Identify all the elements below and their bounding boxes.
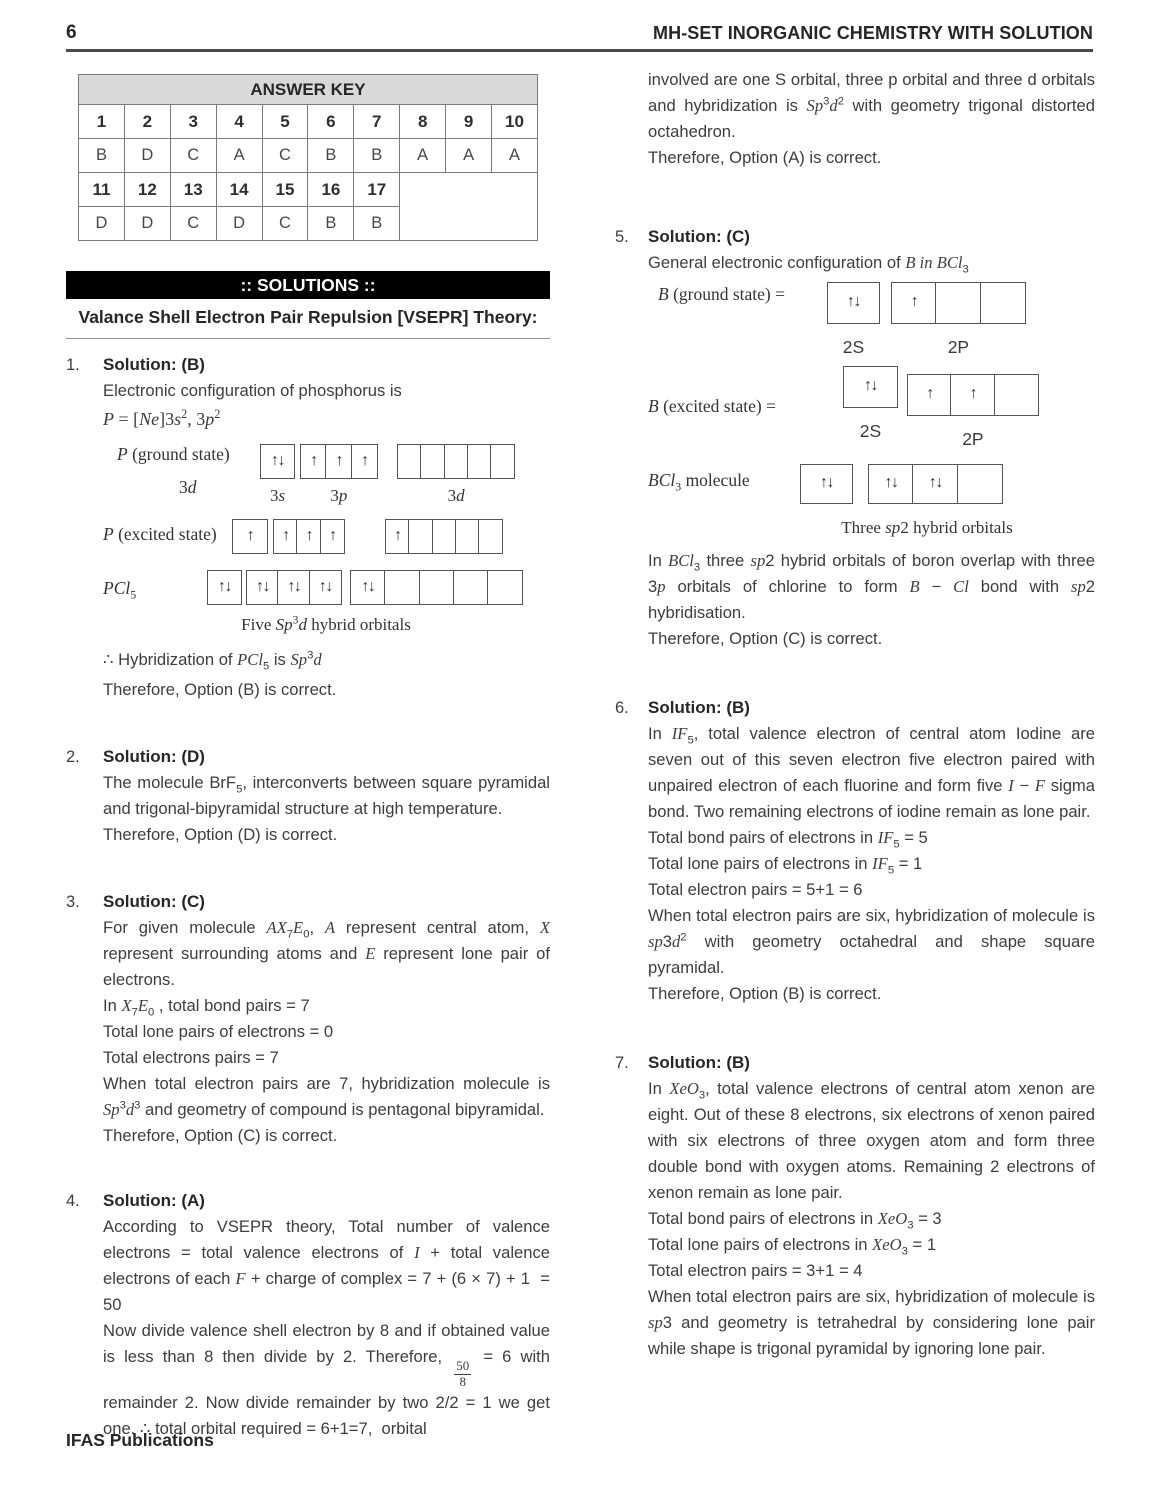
- paragraph: Total electron pairs = 5+1 = 6: [648, 880, 863, 899]
- orbital-row-label: PCl$_5$: [103, 578, 137, 602]
- math-line: $P = [Ne]3s^2$, $3p^2$: [103, 407, 221, 429]
- orbital-box: [419, 570, 455, 605]
- page-columns: [66, 64, 1159, 1442]
- orbital-group: [350, 570, 524, 605]
- orbital-group: [207, 570, 242, 605]
- orbital-box: ↑: [320, 519, 345, 554]
- question-number: 17: [354, 173, 400, 207]
- answer-cell: A: [492, 139, 538, 173]
- answer-cell: D: [216, 207, 262, 241]
- orbital-group: [907, 374, 1039, 450]
- paragraph: When total electron pairs are 7, hybridization molecule is $Sp^3d^3$ and geometry of compound is pentagonal bipyramidal.: [103, 1074, 550, 1119]
- solution-item: [615, 698, 1095, 1007]
- solution-number: 3.: [66, 893, 80, 911]
- orbital-group-label: 2S: [842, 337, 865, 357]
- paragraph: Total bond pairs of electrons in $IF_5 = 5$: [648, 828, 928, 851]
- orbital-box: [453, 570, 489, 605]
- answer-cell: A: [400, 139, 446, 173]
- solution-heading: Solution: (C): [103, 892, 205, 911]
- orbital-row-label: BCl$_3$ molecule: [648, 470, 750, 494]
- orbital-group-label: 3s: [269, 486, 286, 505]
- paragraph: When total electron pairs are six, hybridization of molecule is $sp3d^2$ with geometry octahedral and shape square pyramidal.: [648, 906, 1095, 977]
- question-number: 10: [492, 105, 538, 139]
- solution-number: 5.: [615, 228, 629, 246]
- orbital-row-label: B (ground state) =: [658, 284, 785, 304]
- orbital-box: ↑↓: [912, 464, 958, 504]
- paragraph: ∴ Hybridization of PCl$_5$ is Sp$^3$d: [103, 649, 322, 673]
- answer-key-title: ANSWER KEY: [79, 75, 538, 105]
- answer-cell: D: [79, 207, 125, 241]
- orbital-box: ↑: [891, 282, 937, 324]
- paragraph: The molecule BrF$_5$, interconverts between square pyramidal and trigonal-bipyramidal structure at high temperature.: [103, 773, 550, 818]
- solution-number: [615, 67, 648, 68]
- right-column: [615, 64, 1095, 1362]
- solution-item: [66, 355, 550, 703]
- answer-cell: C: [170, 207, 216, 241]
- orbital-box: [384, 570, 420, 605]
- orbital-box: [420, 444, 445, 479]
- solution-item: [615, 227, 1095, 652]
- orbital-diagram-row: [103, 444, 550, 506]
- paragraph: According to VSEPR theory, Total number of valence electrons = total valence electrons of I + total valence electrons of each F + charge of complex = 7 + (6 × 7) + 1 = 50: [103, 1217, 550, 1314]
- paragraph: In BCl$_3$ three sp2 hybrid orbitals of boron overlap with three 3p orbitals of chlorine to form B − Cl bond with sp2 hybridisation.: [648, 551, 1095, 622]
- orbital-group-label: 2P: [947, 337, 970, 357]
- orbital-group: [800, 464, 853, 504]
- paragraph: Total lone pairs of electrons in $IF_5 = 1$: [648, 854, 923, 877]
- question-number: 14: [216, 173, 262, 207]
- orbital-group: [827, 282, 880, 358]
- page-header: [66, 0, 1093, 52]
- paragraph: Total bond pairs of electrons in XeO$_3$ = 3: [648, 1209, 942, 1232]
- question-number: 3: [170, 105, 216, 139]
- question-number: 6: [308, 105, 354, 139]
- question-number: 9: [446, 105, 492, 139]
- orbital-group: [397, 444, 516, 506]
- solution-item: [66, 747, 550, 848]
- orbital-diagram-row: [648, 464, 1095, 504]
- page-number: 6: [66, 22, 77, 43]
- orbital-box: [397, 444, 422, 479]
- orbital-box: ↑↓: [843, 366, 898, 408]
- page-title: MH-SET INORGANIC CHEMISTRY WITH SOLUTION: [653, 23, 1093, 43]
- orbital-group-label: 3p: [330, 486, 348, 505]
- question-number: 16: [308, 173, 354, 207]
- solution-heading: Solution: (A): [103, 1191, 205, 1210]
- answer-cell: A: [446, 139, 492, 173]
- answer-key-empty-cell: [400, 173, 538, 241]
- solution-heading: Solution: (D): [103, 747, 205, 766]
- paragraph: Total lone pairs of electrons in XeO$_3$ = 1: [648, 1235, 937, 1258]
- answer-cell: A: [216, 139, 262, 173]
- paragraph: Total lone pairs of electrons = 0: [103, 1022, 334, 1041]
- orbital-box: ↑↓: [246, 570, 279, 605]
- solution-number: 6.: [615, 699, 629, 717]
- solution-heading: Solution: (B): [103, 355, 205, 374]
- answer-cell: C: [262, 139, 308, 173]
- solution-item: [66, 1191, 550, 1442]
- paragraph: Therefore, Option (C) is correct.: [648, 629, 883, 648]
- orbital-box: ↑↓: [868, 464, 914, 504]
- solution-continuation: [615, 67, 1095, 171]
- paragraph: Total electrons pairs = 7: [103, 1048, 279, 1067]
- answer-key-table: [78, 74, 538, 241]
- orbital-diagram-row: [103, 519, 550, 554]
- orbital-box: [487, 570, 523, 605]
- orbital-row-label: P (excited state): [103, 524, 217, 544]
- orbital-box: ↑↓: [260, 444, 295, 479]
- orbital-group: [246, 570, 342, 605]
- question-number: 13: [170, 173, 216, 207]
- paragraph: involved are one S orbital, three p orbital and three d orbitals and hybridization is $Sp^3d^2$ with geometry trigonal distorted octahedron.: [648, 70, 1095, 141]
- orbital-group: [232, 519, 268, 554]
- orbital-box: ↑: [907, 374, 952, 416]
- question-number: 2: [124, 105, 170, 139]
- orbital-sublabel: 3d: [179, 477, 197, 497]
- paragraph: Electronic configuration of phosphorus is: [103, 381, 402, 400]
- solution-number: 2.: [66, 748, 80, 766]
- orbital-group: [868, 464, 1003, 504]
- orbital-box: ↑: [351, 444, 378, 479]
- answer-cell: D: [124, 139, 170, 173]
- question-number: 12: [124, 173, 170, 207]
- paragraph: Therefore, Option (B) is correct.: [648, 984, 882, 1003]
- orbital-box: [444, 444, 469, 479]
- orbital-box: ↑↓: [827, 282, 880, 324]
- orbital-box: ↑: [232, 519, 268, 554]
- paragraph: Therefore, Option (A) is correct.: [648, 148, 882, 167]
- orbital-box: ↑: [296, 519, 321, 554]
- orbital-box: ↑↓: [277, 570, 310, 605]
- answer-cell: B: [308, 139, 354, 173]
- orbital-group-label: 3d: [447, 486, 465, 505]
- paragraph: Therefore, Option (B) is correct.: [103, 680, 337, 699]
- orbital-box: [408, 519, 433, 554]
- answer-cell: D: [124, 207, 170, 241]
- orbital-box: [490, 444, 515, 479]
- publisher-footer: IFAS Publications: [66, 1430, 214, 1450]
- answer-cell: C: [262, 207, 308, 241]
- orbital-box: [957, 464, 1003, 504]
- orbital-group: [273, 519, 345, 554]
- orbital-caption: Five Sp$^3$d hybrid orbitals: [241, 613, 411, 634]
- solution-item: [66, 892, 550, 1149]
- paragraph: General electronic configuration of B in BCl$_3$: [648, 253, 969, 276]
- orbital-group: [891, 282, 1026, 358]
- solution-heading: Solution: (C): [648, 227, 750, 246]
- orbital-group: [260, 444, 295, 506]
- paragraph: Now divide valence shell electron by 8 and if obtained value is less than 8 then divide by 2. Therefore, $\frac{50}{8}$ = 6 with remainder 2. Now divide remainder by two 2/2 = 1 we get one. ∴ total orbital required = 6+1=7, orbital: [103, 1321, 550, 1438]
- solutions-banner: :: SOLUTIONS ::: [66, 271, 550, 299]
- orbital-box: [980, 282, 1026, 324]
- orbital-diagram-row: [648, 282, 1095, 358]
- paragraph: Total electron pairs = 3+1 = 4: [648, 1261, 863, 1280]
- answer-cell: B: [79, 139, 125, 173]
- orbital-caption: Three sp2 hybrid orbitals: [841, 518, 1013, 537]
- question-number: 5: [262, 105, 308, 139]
- answer-cell: C: [170, 139, 216, 173]
- orbital-box: ↑: [273, 519, 298, 554]
- section-heading: Valance Shell Electron Pair Repulsion [VSEPR] Theory:: [66, 299, 550, 339]
- orbital-box: [478, 519, 503, 554]
- orbital-box: ↑↓: [309, 570, 342, 605]
- solution-number: 1.: [66, 356, 80, 374]
- orbital-box: ↑↓: [800, 464, 853, 504]
- question-number: 11: [79, 173, 125, 207]
- solution-heading: Solution: (B): [648, 698, 750, 717]
- orbital-box: ↑: [300, 444, 327, 479]
- paragraph: In XeO$_3$, total valence electrons of central atom xenon are eight. Out of these 8 electrons, six electrons of xenon paired with six electrons of three oxygen atom and form three double bond with oxygen atoms. Remaining 2 electrons of xenon remain as lone pair.: [648, 1079, 1095, 1202]
- answer-cell: B: [354, 139, 400, 173]
- orbital-box: ↑: [950, 374, 995, 416]
- orbital-group: [300, 444, 378, 506]
- answer-cell: B: [308, 207, 354, 241]
- solution-number: 7.: [615, 1054, 629, 1072]
- orbital-diagram-row: [648, 366, 1095, 450]
- orbital-group: [385, 519, 504, 554]
- left-column: [66, 64, 550, 1442]
- solution-number: 4.: [66, 1192, 80, 1210]
- paragraph: For given molecule $AX_7E_0$, A represent central atom, X represent surrounding atoms and E represent lone pair of electrons.: [103, 918, 550, 989]
- question-number: 7: [354, 105, 400, 139]
- question-number: 8: [400, 105, 446, 139]
- orbital-diagram-row: [103, 570, 550, 605]
- orbital-box: [935, 282, 981, 324]
- solution-heading: Solution: (B): [648, 1053, 750, 1072]
- orbital-box: ↑↓: [350, 570, 386, 605]
- orbital-box: ↑↓: [207, 570, 242, 605]
- question-number: 4: [216, 105, 262, 139]
- paragraph: Therefore, Option (C) is correct.: [103, 1126, 338, 1145]
- paragraph: In $IF_5$, total valence electron of central atom Iodine are seven out of this seven electron five electron paired with unpaired electron of each fluorine and form five I − F sigma bond. Two remaining electrons of iodine remain as lone pair.: [648, 724, 1095, 821]
- orbital-box: [432, 519, 457, 554]
- orbital-box: [467, 444, 492, 479]
- orbital-box: ↑: [385, 519, 410, 554]
- orbital-row-label: B (excited state) =: [648, 396, 776, 416]
- question-number: 15: [262, 173, 308, 207]
- orbital-row-label: P (ground state) 3d: [103, 444, 260, 498]
- paragraph: Therefore, Option (D) is correct.: [103, 825, 338, 844]
- paragraph: In $X_7E_0$ , total bond pairs = 7: [103, 996, 310, 1019]
- paragraph: When total electron pairs are six, hybridization of molecule is sp3 and geometry is tetrahedral by considering lone pair while shape is trigonal pyramidal by ignoring lone pair.: [648, 1287, 1095, 1358]
- orbital-box: ↑: [325, 444, 352, 479]
- orbital-group-label: 2S: [859, 421, 882, 441]
- orbital-box: [994, 374, 1039, 416]
- question-number: 1: [79, 105, 125, 139]
- orbital-group: [843, 366, 898, 442]
- orbital-group-label: 2P: [962, 429, 984, 449]
- answer-cell: B: [354, 207, 400, 241]
- solution-item: [615, 1053, 1095, 1362]
- orbital-box: [455, 519, 480, 554]
